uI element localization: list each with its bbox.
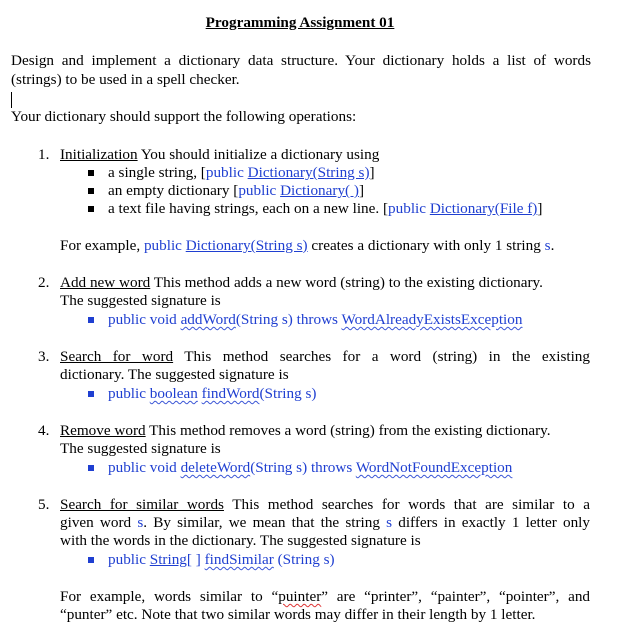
misspelled-word: puinter [278, 588, 322, 605]
code-method: addWord [180, 311, 236, 328]
item-5-number: 5. [38, 496, 50, 513]
item-1-text: You should initialize a dictionary using [137, 146, 380, 163]
bullet-text: a text file having strings, each on a new line. [ [108, 200, 389, 217]
code-method: findSimilar [204, 551, 274, 568]
code-exception: WordNotFoundException [355, 459, 513, 476]
item-5-text: given word [60, 514, 138, 531]
bullet-icon [88, 200, 94, 219]
item-5-text: . By similar, we mean that the string [143, 514, 387, 531]
item-4-line-1 [60, 422, 590, 441]
operations-intro: Your dictionary should support the following operations: [11, 108, 357, 125]
code-keyword: public [238, 182, 281, 199]
item-2-signature [108, 311, 588, 330]
code-params: (String s) [259, 385, 317, 402]
item-5-example-line-1 [60, 588, 590, 607]
example-end: . [550, 237, 555, 254]
item-1-bullet-1 [108, 164, 588, 183]
item-3-heading: Search for word [60, 348, 174, 365]
item-5-text: differs in exactly 1 letter only [392, 514, 590, 531]
bullet-icon [88, 551, 94, 570]
example-text: creates a dictionary with only 1 string [307, 237, 545, 254]
item-1-bullet-3 [108, 200, 588, 219]
item-1-bullet-2 [108, 182, 588, 201]
item-4-line-2: The suggested signature is [60, 440, 221, 457]
bullet-end: ] [537, 200, 543, 217]
item-3-signature [108, 385, 588, 404]
item-5-heading: Search for similar words [60, 496, 224, 513]
code-params: (String s) throws [250, 459, 356, 476]
code-bracket: ] [191, 551, 205, 568]
item-2-line-2: The suggested signature is [60, 292, 221, 309]
item-1-number: 1. [38, 146, 50, 163]
code-variable: s [137, 514, 144, 531]
code-method: findWord [201, 385, 260, 402]
bullet-icon [88, 182, 94, 201]
code-signature: Dictionary(String s) [185, 237, 308, 254]
code-signature: Dictionary(String s) [247, 164, 370, 181]
code-method: deleteWord [180, 459, 251, 476]
item-2-line-1 [60, 274, 590, 293]
item-3-number: 3. [38, 348, 50, 365]
item-5-text: This method searches for words that are similar to a [223, 496, 590, 513]
example-text: ” are “printer”, “painter”, “pointer”, and [321, 588, 591, 605]
bullet-icon [88, 459, 94, 478]
code-params: (String s) throws [235, 311, 342, 328]
bullet-end: ] [369, 164, 375, 181]
text-cursor [11, 92, 12, 108]
item-2-text: This method adds a new word (string) to the existing dictionary. [150, 274, 543, 291]
code-signature: Dictionary(File f) [429, 200, 538, 217]
code-keyword: public [388, 200, 430, 217]
item-1-line [60, 146, 590, 165]
code-keyword: public void [108, 459, 181, 476]
code-type: String[ [149, 551, 192, 568]
code-keyword: public [108, 385, 150, 402]
bullet-end: ] [358, 182, 365, 199]
item-2-number: 2. [38, 274, 50, 291]
item-5-signature [108, 551, 588, 570]
code-variable: s [544, 237, 551, 254]
item-3-line-2: dictionary. The suggested signature is [60, 366, 289, 383]
code-keyword: public [205, 164, 248, 181]
bullet-icon [88, 385, 94, 404]
item-5-line-1 [60, 496, 590, 515]
code-type: boolean [149, 385, 198, 402]
code-exception: WordAlreadyExistsException [341, 311, 523, 328]
item-4-number: 4. [38, 422, 50, 439]
bullet-text: a single string, [ [108, 164, 206, 181]
item-5-line-3: with the words in the dictionary. The suggested signature is [60, 532, 421, 549]
bullet-icon [88, 311, 94, 330]
item-4-heading: Remove word [60, 422, 146, 439]
code-keyword: public [143, 237, 186, 254]
code-keyword: public [108, 551, 150, 568]
item-3-text: This method searches for a word (string) in the existing [173, 348, 590, 365]
bullet-text: an empty dictionary [ [108, 182, 239, 199]
item-2-heading: Add new word [60, 274, 151, 291]
code-signature: Dictionary( ) [280, 182, 359, 199]
bullet-icon [88, 164, 94, 183]
item-1-heading: Initialization [60, 146, 138, 163]
code-params: (String s) [273, 551, 335, 568]
item-1-example [60, 237, 590, 256]
intro-paragraph: Design and implement a dictionary data structure. Your dictionary holds a list of words (strings) to be used in a spell checker. [11, 52, 591, 88]
page-title: Programming Assignment 01 [205, 14, 395, 31]
item-4-text: This method removes a word (string) from the existing dictionary. [145, 422, 551, 439]
code-variable: s [386, 514, 393, 531]
example-text: For example, words similar to “ [60, 588, 279, 605]
item-4-signature [108, 459, 588, 478]
item-5-example-line-2: “punter” etc. Note that two similar words may differ in their length by 1 letter. [60, 606, 536, 623]
example-text: For example, [60, 237, 144, 254]
item-5-line-2 [60, 514, 590, 533]
code-keyword: public void [108, 311, 181, 328]
item-3-line-1 [60, 348, 590, 367]
